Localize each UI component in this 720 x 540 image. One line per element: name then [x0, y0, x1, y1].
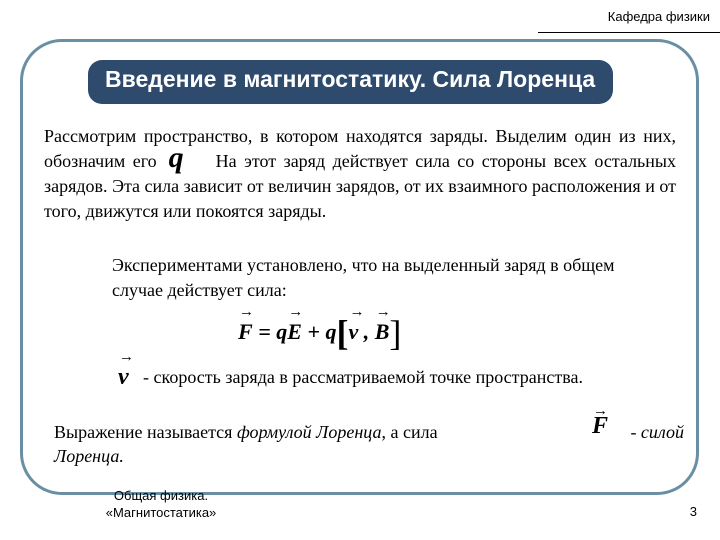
velocity-vector: → v: [348, 319, 358, 345]
lorentz-force-symbol: → F: [592, 414, 608, 438]
department-label: Кафедра физики: [607, 9, 710, 24]
intro-paragraph: [44, 124, 676, 224]
formula-comma: ,: [358, 319, 375, 344]
velocity-symbol: → v: [118, 364, 129, 391]
formula-plus: + q: [301, 319, 337, 344]
lorentz-text-a: Выражение называется: [54, 422, 237, 442]
bracket-right: ]: [389, 313, 402, 353]
lorentz-text-d: Лоренца.: [54, 446, 124, 466]
slide-title: Введение в магнитостатику. Сила Лоренца: [105, 66, 596, 92]
lorentz-text-b: , а сила: [381, 422, 438, 442]
electric-field-vector: → E: [287, 319, 302, 345]
velocity-description: - скорость заряда в рассматриваемой точке пространства.: [143, 367, 583, 387]
bracket-left: [: [336, 313, 349, 353]
formula-eq: = q: [252, 319, 288, 344]
lorentz-formula-term: формулой Лоренца: [236, 422, 382, 442]
force-vector: → F: [238, 319, 253, 345]
magnetic-field-vector: → B: [375, 319, 390, 345]
intro-text-a: Рассмотрим пространство, в котором находятся заряды. Выделим один из них, обозначим его: [44, 126, 676, 171]
footer-course: [86, 487, 236, 521]
page-number: 3: [689, 504, 697, 519]
header-divider: [538, 32, 720, 33]
footer-line-2: «Магнитостатика»: [105, 505, 217, 520]
lorentz-formula: [238, 312, 401, 354]
intro-text-b: На этот заряд действует сила со стороны всех остальных зарядов. Эта сила зависит от величин зарядов, от их взаимного расположения и от того, движутся или покоятся заряды.: [44, 151, 676, 221]
experiment-paragraph: Экспериментами установлено, что на выделенный заряд в общем случае действует сила:: [112, 255, 615, 300]
charge-symbol: q: [168, 141, 184, 174]
lorentz-text-c: - силой: [630, 422, 684, 442]
lorentz-paragraph: [54, 413, 684, 468]
footer-line-1: Общая физика.: [113, 488, 209, 503]
